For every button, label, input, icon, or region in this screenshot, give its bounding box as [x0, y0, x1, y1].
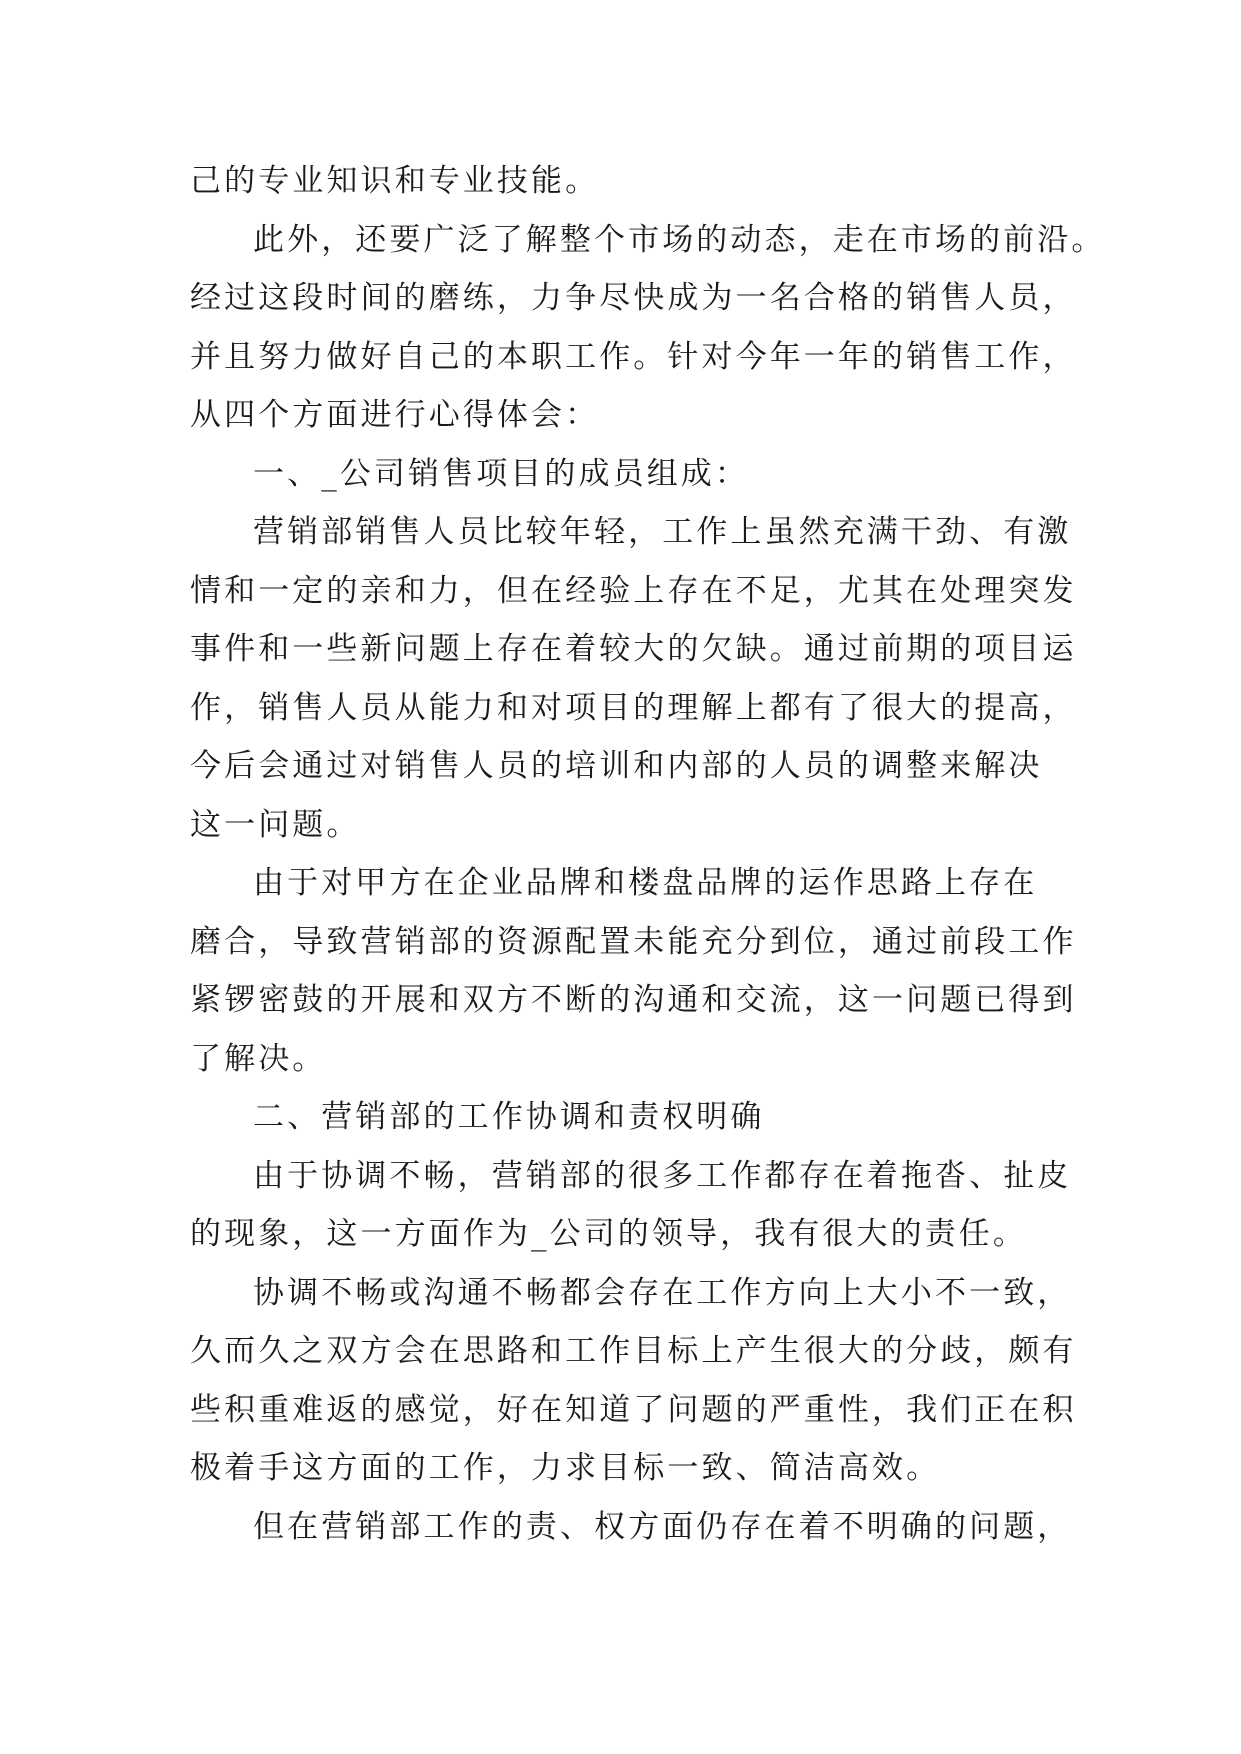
text-line: 的现象，这一方面作为_公司的领导，我有很大的责任。 [190, 1216, 1027, 1252]
text-line: 作，销售人员从能力和对项目的理解上都有了很大的提高， [190, 689, 1077, 726]
text-line: 并且努力做好自己的本职工作。针对今年一年的销售工作， [190, 338, 1077, 375]
text-line: 协调不畅或沟通不畅都会存在工作方向上大小不一致， [253, 1274, 1072, 1311]
text-line: 营销部销售人员比较年轻，工作上虽然充满干劲、有激 [253, 514, 1072, 550]
text-line: 但在营销部工作的责、权方面仍存在着不明确的问题， [253, 1508, 1072, 1545]
text-line: 二、营销部的工作协调和责权明确 [253, 1099, 765, 1135]
text-line: 事件和一些新问题上存在着较大的欠缺。通过前期的项目运 [190, 631, 1077, 667]
text-line: 磨合，导致营销部的资源配置未能充分到位，通过前段工作 [190, 923, 1077, 960]
text-line: 己的专业知识和专业技能。 [190, 163, 600, 199]
text-line: 久而久之双方会在思路和工作目标上产生很大的分歧，颇有 [190, 1333, 1077, 1369]
text-line: 由于对甲方在企业品牌和楼盘品牌的运作思路上存在 [253, 865, 1038, 901]
text-line: 情和一定的亲和力，但在经验上存在不足，尤其在处理突发 [190, 572, 1077, 609]
text-line: 经过这段时间的磨练，力争尽快成为一名合格的销售人员， [190, 280, 1077, 316]
text-line: 些积重难返的感觉，好在知道了问题的严重性，我们正在积 [190, 1391, 1077, 1428]
text-line: 紧锣密鼓的开展和双方不断的沟通和交流，这一问题已得到 [190, 982, 1077, 1018]
text-line: 一、_公司销售项目的成员组成： [253, 455, 749, 492]
text-line: 由于协调不畅，营销部的很多工作都存在着拖沓、扯皮 [253, 1157, 1072, 1194]
text-line: 极着手这方面的工作，力求目标一致、简洁高效。 [190, 1450, 941, 1486]
body-text [190, 152, 1106, 1556]
text-line: 这一问题。 [190, 806, 361, 843]
text-line: 了解决。 [190, 1040, 327, 1077]
text-line: 今后会通过对销售人员的培训和内部的人员的调整来解决 [190, 748, 1043, 784]
text-line: 此外，还要广泛了解整个市场的动态，走在市场的前沿。 [253, 221, 1106, 258]
text-line: 从四个方面进行心得体会： [190, 397, 600, 433]
